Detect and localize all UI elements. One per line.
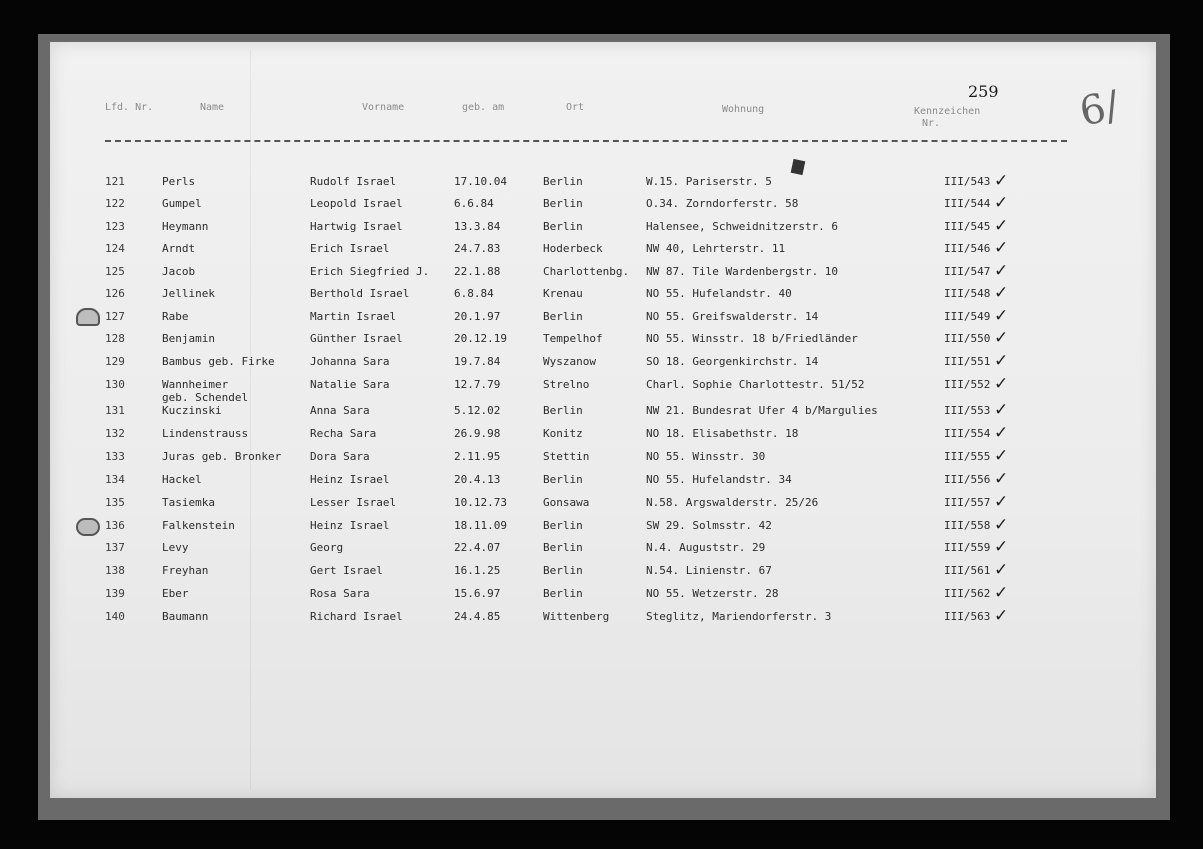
header-geb-am: geb. am <box>462 102 505 113</box>
row-vorname: Heinz Israel <box>310 473 390 486</box>
row-birth-date: 5.12.02 <box>454 404 501 417</box>
row-birthplace: Berlin <box>543 404 583 417</box>
checkmark-icon: ✓ <box>994 351 1009 371</box>
row-number: 130 <box>105 378 125 391</box>
row-birth-date: 24.4.85 <box>454 610 501 623</box>
row-address: O.34. Zorndorferstr. 58 <box>646 197 799 210</box>
row-kennzeichen: III/562 <box>944 587 991 600</box>
checkmark-icon: ✓ <box>994 306 1009 326</box>
row-address: NO 55. Greifswalderstr. 14 <box>646 310 819 323</box>
row-birth-date: 6.8.84 <box>454 287 494 300</box>
row-kennzeichen: III/556 <box>944 473 991 486</box>
row-kennzeichen: III/553 <box>944 404 991 417</box>
row-vorname: Lesser Israel <box>310 496 397 509</box>
row-name: Gumpel <box>162 197 202 210</box>
header-wohnung: Wohnung <box>722 104 765 115</box>
row-name: Jacob <box>162 265 196 278</box>
checkmark-icon: ✓ <box>994 515 1009 535</box>
row-name: Lindenstrauss <box>162 427 249 440</box>
row-vorname: Gert Israel <box>310 564 383 577</box>
row-address: NO 55. Winsstr. 30 <box>646 450 766 463</box>
header-divider <box>105 140 1067 142</box>
row-birth-date: 20.4.13 <box>454 473 501 486</box>
row-address: Charl. Sophie Charlottestr. 51/52 <box>646 378 865 391</box>
row-birthplace: Berlin <box>543 564 583 577</box>
table-row <box>50 492 1156 514</box>
header-name: Name <box>200 102 225 113</box>
row-number: 127 <box>105 310 125 323</box>
row-address: Steglitz, Mariendorferstr. 3 <box>646 610 832 623</box>
row-birthplace: Wittenberg <box>543 610 610 623</box>
row-kennzeichen: III/547 <box>944 265 991 278</box>
row-birth-date: 20.1.97 <box>454 310 501 323</box>
row-vorname: Natalie Sara <box>310 378 390 391</box>
row-address: NO 18. Elisabethstr. 18 <box>646 427 799 440</box>
row-address: N.58. Argswalderstr. 25/26 <box>646 496 819 509</box>
row-name: Freyhan <box>162 564 209 577</box>
row-birthplace: Wyszanow <box>543 355 596 368</box>
row-address: N.4. Auguststr. 29 <box>646 541 766 554</box>
row-name: Perls <box>162 175 196 188</box>
table-row <box>50 193 1156 215</box>
row-vorname: Dora Sara <box>310 450 370 463</box>
row-birth-date: 19.7.84 <box>454 355 501 368</box>
row-birthplace: Berlin <box>543 473 583 486</box>
row-number: 124 <box>105 242 125 255</box>
row-number: 125 <box>105 265 125 278</box>
row-vorname: Leopold Israel <box>310 197 403 210</box>
row-birth-date: 24.7.83 <box>454 242 501 255</box>
row-kennzeichen: III/557 <box>944 496 991 509</box>
row-number: 134 <box>105 473 125 486</box>
row-address: SW 29. Solmsstr. 42 <box>646 519 772 532</box>
checkmark-icon: ✓ <box>994 193 1009 213</box>
row-birthplace: Konitz <box>543 427 583 440</box>
table-row <box>50 423 1156 445</box>
row-kennzeichen: III/545 <box>944 220 991 233</box>
row-address: NW 21. Bundesrat Ufer 4 b/Margulies <box>646 404 878 417</box>
row-address: W.15. Pariserstr. 5 <box>646 175 772 188</box>
row-address: NO 55. Winsstr. 18 b/Friedländer <box>646 332 858 345</box>
table-row <box>50 171 1156 193</box>
row-vorname: Berthold Israel <box>310 287 410 300</box>
binder-hole-mark <box>76 308 100 326</box>
header-ort: Ort <box>566 102 585 113</box>
row-address: NO 55. Hufelandstr. 34 <box>646 473 792 486</box>
row-number: 122 <box>105 197 125 210</box>
row-vorname: Rosa Sara <box>310 587 370 600</box>
row-kennzeichen: III/544 <box>944 197 991 210</box>
row-vorname: Heinz Israel <box>310 519 390 532</box>
table-row <box>50 469 1156 491</box>
row-name: Bambus geb. Firke <box>162 355 275 368</box>
table-row <box>50 583 1156 605</box>
row-birth-date: 22.4.07 <box>454 541 501 554</box>
row-kennzeichen: III/563 <box>944 610 991 623</box>
row-vorname: Günther Israel <box>310 332 403 345</box>
row-birthplace: Berlin <box>543 541 583 554</box>
table-row <box>50 515 1156 537</box>
checkmark-icon: ✓ <box>994 238 1009 258</box>
handwritten-margin-mark: 6/ <box>1075 82 1124 136</box>
row-number: 139 <box>105 587 125 600</box>
checkmark-icon: ✓ <box>994 423 1009 443</box>
row-number: 123 <box>105 220 125 233</box>
row-name: Eber <box>162 587 189 600</box>
row-vorname: Anna Sara <box>310 404 370 417</box>
row-birth-date: 2.11.95 <box>454 450 501 463</box>
row-number: 135 <box>105 496 125 509</box>
row-name: Juras geb. Bronker <box>162 450 282 463</box>
row-birthplace: Berlin <box>543 587 583 600</box>
row-vorname: Erich Siegfried J. <box>310 265 430 278</box>
checkmark-icon: ✓ <box>994 537 1009 557</box>
row-birthplace: Tempelhof <box>543 332 603 345</box>
row-name: Kuczinski <box>162 404 222 417</box>
row-name: Benjamin <box>162 332 215 345</box>
checkmark-icon: ✓ <box>994 400 1009 420</box>
row-kennzeichen: III/550 <box>944 332 991 345</box>
row-vorname: Hartwig Israel <box>310 220 403 233</box>
table-row <box>50 216 1156 238</box>
binder-hole-mark <box>76 518 100 536</box>
page-number: 259 <box>968 82 999 101</box>
table-row <box>50 351 1156 373</box>
checkmark-icon: ✓ <box>994 560 1009 580</box>
checkmark-icon: ✓ <box>994 469 1009 489</box>
table-row <box>50 537 1156 559</box>
row-birth-date: 17.10.04 <box>454 175 507 188</box>
table-row <box>50 374 1156 404</box>
ink-smudge <box>791 159 806 175</box>
row-number: 126 <box>105 287 125 300</box>
row-birth-date: 12.7.79 <box>454 378 501 391</box>
checkmark-icon: ✓ <box>994 583 1009 603</box>
row-name: Falkenstein <box>162 519 235 532</box>
row-birthplace: Krenau <box>543 287 583 300</box>
row-number: 129 <box>105 355 125 368</box>
header-kennzeichen-nr: Nr. <box>922 118 941 129</box>
table-row <box>50 606 1156 628</box>
header-vorname: Vorname <box>362 102 405 113</box>
row-birth-date: 15.6.97 <box>454 587 501 600</box>
row-kennzeichen: III/546 <box>944 242 991 255</box>
row-name: Wannheimer <box>162 378 229 391</box>
row-birth-date: 22.1.88 <box>454 265 501 278</box>
row-kennzeichen: III/549 <box>944 310 991 323</box>
row-kennzeichen: III/559 <box>944 541 991 554</box>
row-kennzeichen: III/558 <box>944 519 991 532</box>
checkmark-icon: ✓ <box>994 283 1009 303</box>
row-vorname: Erich Israel <box>310 242 390 255</box>
row-vorname: Recha Sara <box>310 427 377 440</box>
row-number: 137 <box>105 541 125 554</box>
row-vorname: Rudolf Israel <box>310 175 397 188</box>
row-address: SO 18. Georgenkirchstr. 14 <box>646 355 819 368</box>
row-birthplace: Berlin <box>543 220 583 233</box>
header-kennzeichen: Kennzeichen <box>914 106 981 117</box>
row-number: 140 <box>105 610 125 623</box>
table-row <box>50 283 1156 305</box>
row-address: N.54. Linienstr. 67 <box>646 564 772 577</box>
row-address: Halensee, Schweidnitzerstr. 6 <box>646 220 839 233</box>
document-page <box>50 42 1156 798</box>
checkmark-icon: ✓ <box>994 374 1009 394</box>
row-vorname: Georg <box>310 541 344 554</box>
row-kennzeichen: III/548 <box>944 287 991 300</box>
row-name: Jellinek <box>162 287 215 300</box>
row-vorname: Richard Israel <box>310 610 403 623</box>
table-row <box>50 261 1156 283</box>
row-address: NO 55. Hufelandstr. 40 <box>646 287 792 300</box>
row-birth-date: 13.3.84 <box>454 220 501 233</box>
table-row <box>50 446 1156 468</box>
row-number: 128 <box>105 332 125 345</box>
checkmark-icon: ✓ <box>994 492 1009 512</box>
checkmark-icon: ✓ <box>994 328 1009 348</box>
row-birth-date: 26.9.98 <box>454 427 501 440</box>
row-address: NW 87. Tile Wardenbergstr. 10 <box>646 265 839 278</box>
row-number: 138 <box>105 564 125 577</box>
table-row <box>50 560 1156 582</box>
row-number: 121 <box>105 175 125 188</box>
table-row <box>50 400 1156 422</box>
row-kennzeichen: III/554 <box>944 427 991 440</box>
row-name: Levy <box>162 541 189 554</box>
checkmark-icon: ✓ <box>994 216 1009 236</box>
row-address: NW 40, Lehrterstr. 11 <box>646 242 786 255</box>
checkmark-icon: ✓ <box>994 606 1009 626</box>
checkmark-icon: ✓ <box>994 171 1009 191</box>
row-birthplace: Stettin <box>543 450 590 463</box>
row-birth-date: 6.6.84 <box>454 197 494 210</box>
row-number: 133 <box>105 450 125 463</box>
row-name-continued: geb. Schendel <box>162 391 249 404</box>
row-number: 132 <box>105 427 125 440</box>
row-kennzeichen: III/543 <box>944 175 991 188</box>
row-birthplace: Berlin <box>543 310 583 323</box>
row-birth-date: 10.12.73 <box>454 496 507 509</box>
row-kennzeichen: III/552 <box>944 378 991 391</box>
row-name: Baumann <box>162 610 209 623</box>
row-birthplace: Charlottenbg. <box>543 265 630 278</box>
row-birthplace: Hoderbeck <box>543 242 603 255</box>
row-birth-date: 16.1.25 <box>454 564 501 577</box>
row-number: 131 <box>105 404 125 417</box>
checkmark-icon: ✓ <box>994 261 1009 281</box>
row-kennzeichen: III/561 <box>944 564 991 577</box>
row-birth-date: 18.11.09 <box>454 519 507 532</box>
row-name: Rabe <box>162 310 189 323</box>
table-row <box>50 328 1156 350</box>
row-kennzeichen: III/551 <box>944 355 991 368</box>
header-lfd-nr: Lfd. Nr. <box>105 102 154 113</box>
row-birthplace: Strelno <box>543 378 590 391</box>
row-name: Hackel <box>162 473 202 486</box>
table-row <box>50 238 1156 260</box>
row-vorname: Johanna Sara <box>310 355 390 368</box>
checkmark-icon: ✓ <box>994 446 1009 466</box>
row-address: NO 55. Wetzerstr. 28 <box>646 587 779 600</box>
row-name: Tasiemka <box>162 496 215 509</box>
table-row <box>50 306 1156 328</box>
row-name: Arndt <box>162 242 196 255</box>
row-number: 136 <box>105 519 125 532</box>
row-birthplace: Gonsawa <box>543 496 590 509</box>
row-birth-date: 20.12.19 <box>454 332 507 345</box>
row-birthplace: Berlin <box>543 197 583 210</box>
row-vorname: Martin Israel <box>310 310 397 323</box>
row-kennzeichen: III/555 <box>944 450 991 463</box>
row-birthplace: Berlin <box>543 519 583 532</box>
row-birthplace: Berlin <box>543 175 583 188</box>
row-name: Heymann <box>162 220 209 233</box>
